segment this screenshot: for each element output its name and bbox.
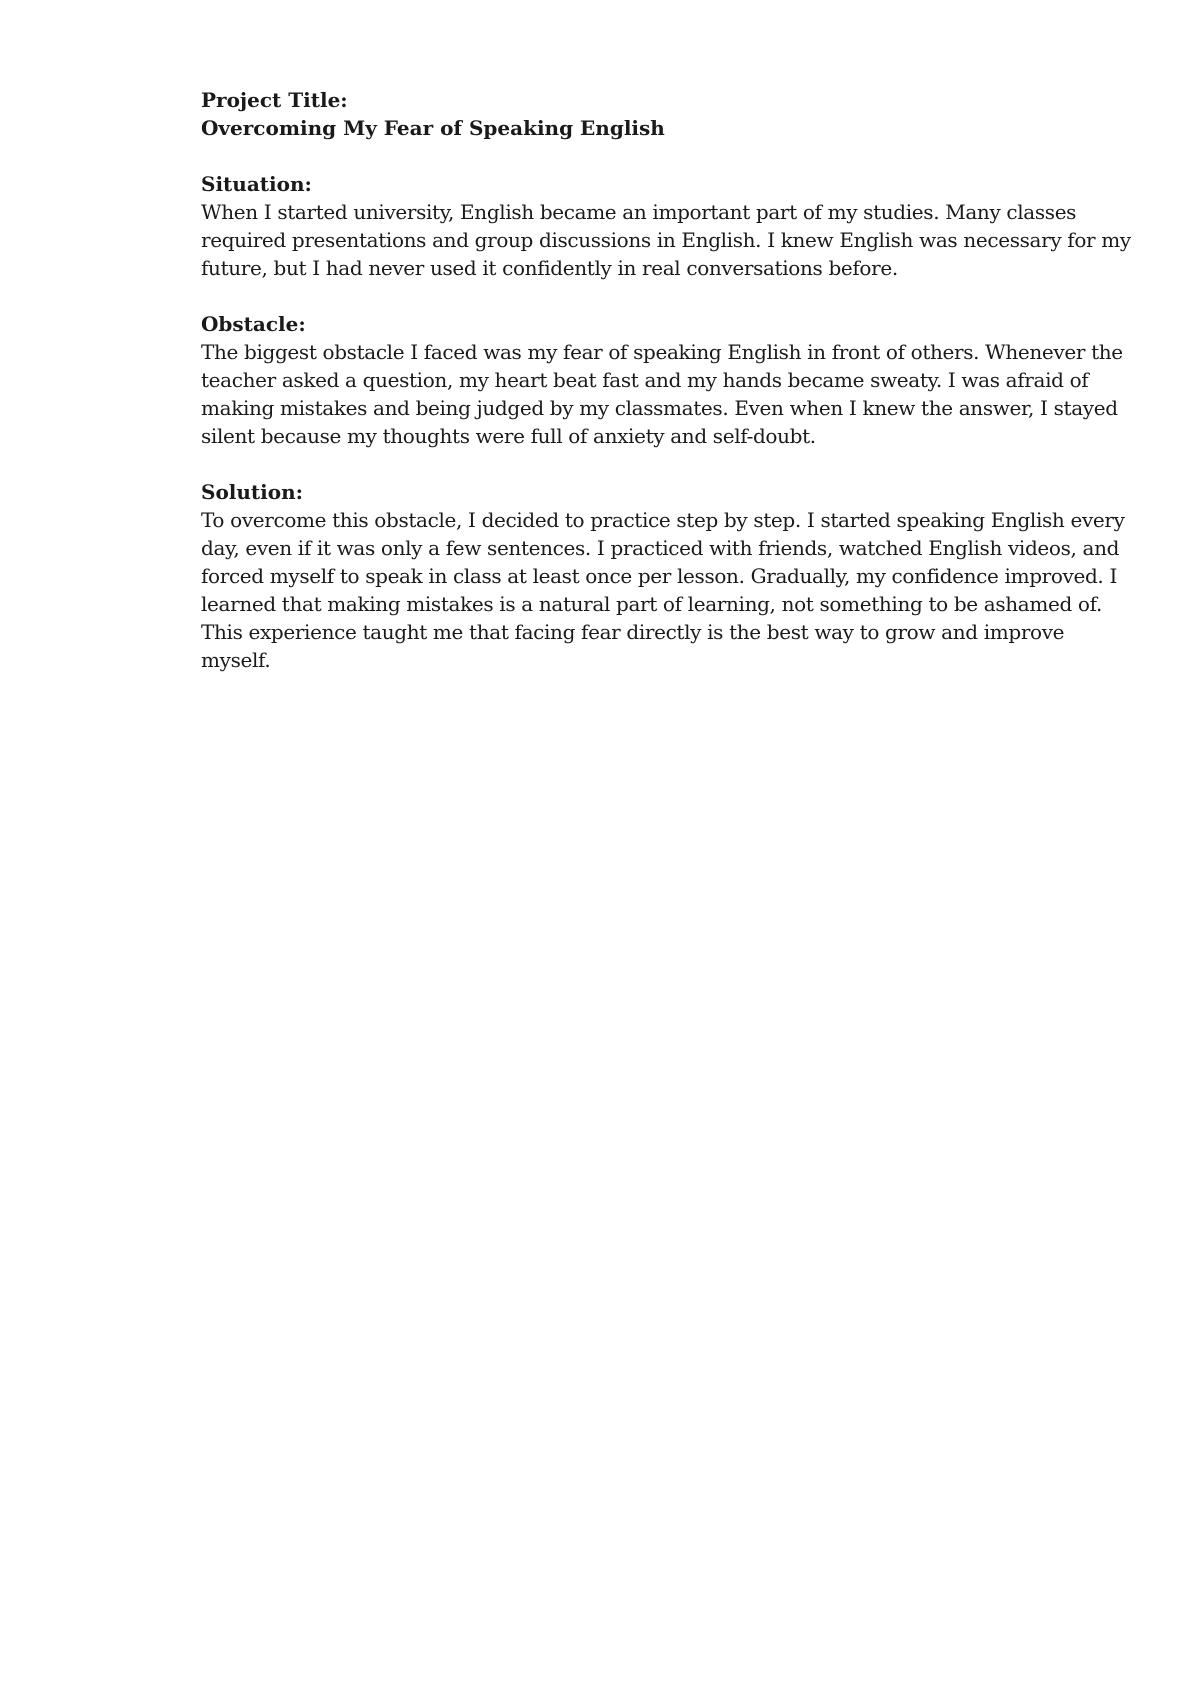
title-block bbox=[201, 86, 1131, 142]
section-body: To overcome this obstacle, I decided to practice step by step. I started speaking English every day, even if it was only a few sentences. I practiced with friends, watched English videos, and forced myself to speak in class at least once per lesson. Gradually, my confidence improved. I learned that making mistakes is a natural part of learning, not something to be ashamed of. This experience taught me that facing fear directly is the best way to grow and improve myself. bbox=[201, 508, 1125, 672]
section-situation bbox=[201, 170, 1131, 282]
section-heading: Obstacle: bbox=[201, 312, 306, 336]
section-body: The biggest obstacle I faced was my fear of speaking English in front of others. Whenever the teacher asked a question, my heart beat fast and my hands became sweaty. I was afraid of making mistakes and being judged by my classmates. Even when I knew the answer, I stayed silent because my thoughts were full of anxiety and self-doubt. bbox=[201, 340, 1123, 448]
section-obstacle bbox=[201, 310, 1131, 450]
project-title-label: Project Title: bbox=[201, 88, 348, 112]
document-body bbox=[201, 86, 1131, 674]
section-heading: Situation: bbox=[201, 172, 312, 196]
section-heading: Solution: bbox=[201, 480, 304, 504]
project-title: Overcoming My Fear of Speaking English bbox=[201, 116, 665, 140]
section-body: When I started university, English became an important part of my studies. Many classes required presentations and group discussions in English. I knew English was necessary for my future, but I had never used it confidently in real conversations before. bbox=[201, 200, 1131, 280]
section-solution bbox=[201, 478, 1131, 674]
